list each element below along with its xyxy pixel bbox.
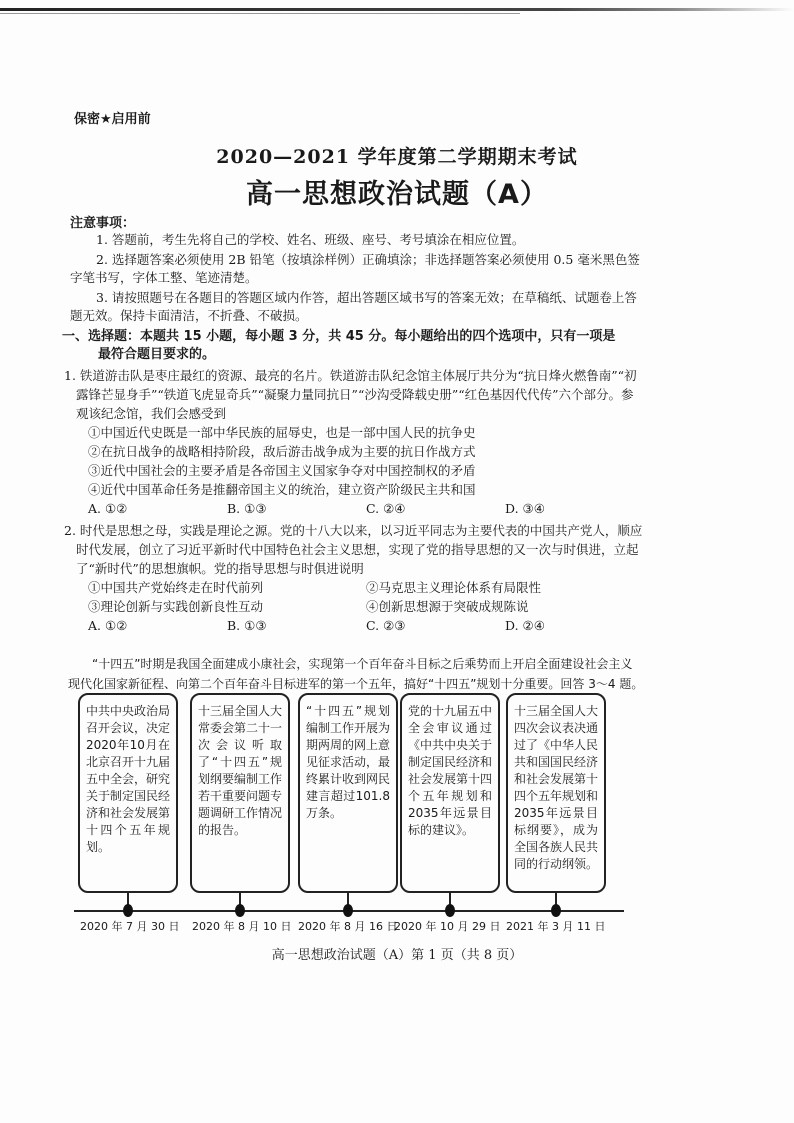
- timeline-date-2: 2020 年 8 月 10 日: [192, 920, 292, 933]
- timeline-dot: [235, 904, 245, 917]
- section-heading: [62, 328, 642, 364]
- timeline-box-5: 十三届全国人大四次会议表决通过了《中华人民共和国国民经济和社会发展第十四个五年规划和2035年远景目标纲要》，成为全国各族人民共同的行动纲领。: [506, 693, 606, 893]
- question-1-option-1: ①中国近代史既是一部中华民族的屈辱史，也是一部中国人民的抗争史: [88, 425, 476, 440]
- timeline-box-2: 十三届全国人大常委会第二十一次会议听取了“十四五”规划纲要编制工作若干重要问题专题调研工作情况的报告。: [190, 693, 290, 893]
- question-2-option-1: ①中国共产党始终走在时代前列: [88, 580, 264, 595]
- timeline-dot: [343, 904, 353, 917]
- choice-a: A. ①②: [88, 501, 128, 516]
- timeline-date-3: 2020 年 8 月 16 日: [298, 920, 398, 933]
- timeline-dot: [551, 904, 561, 917]
- question-2-options-row2: [64, 597, 644, 616]
- question-1-text: 1. 铁道游击队是枣庄最红的资源、最亮的名片。铁道游击队纪念馆主体展厅共分为“抗日烽火燃鲁南”“初露锋芒显身手”“铁道飞虎显奇兵”“凝聚力量同抗日”“沙沟受降载史册”“红色基因代代传”六个部分。参观该纪念馆，我们会感受到: [64, 368, 637, 421]
- choice-d: D. ③④: [505, 501, 545, 516]
- question-2-option-3: ③理论创新与实践创新良性互动: [88, 599, 264, 614]
- question-2-options-row1: [64, 578, 644, 597]
- timeline-date-4: 2020 年 10 月 29 日: [394, 920, 501, 933]
- timeline-box-1: 中共中央政治局召开会议，决定2020年10月在北京召开十九届五中全会，研究关于制定国民经济和社会发展第十四个五年规划。: [78, 693, 178, 893]
- choice-c: C. ②③: [366, 618, 406, 633]
- secret-label: 保密★启用前: [74, 112, 151, 127]
- question-2-text: 2. 时代是思想之母，实践是理论之源。党的十八大以来，以习近平同志为主要代表的中国共产党人，顺应时代发展，创立了习近平新时代中国特色社会主义思想，实现了党的指导思想的又一次与时俱进，立起了“新时代”的思想旗帜。党的指导思想与时俱进说明: [64, 523, 643, 576]
- exam-title: 2020—2021 学年度第二学期期末考试: [216, 146, 578, 168]
- notice-item-2: 2. 选择题答案必须使用 2B 铅笔（按填涂样例）正确填涂；非选择题答案必须使用 0.5 毫米黑色签字笔书写，字体工整、笔迹清楚。: [70, 252, 640, 285]
- section-heading-line1: 一、选择题：本题共 15 小题，每小题 3 分，共 45 分。每小题给出的四个选项中，只有一项是: [62, 329, 616, 344]
- notes-title: 注意事项：: [70, 216, 136, 231]
- timeline-box-4: 党的十九届五中全会审议通过《中共中央关于制定国民经济和社会发展第十四个五年规划和2035年远景目标的建议》。: [400, 693, 500, 893]
- page-footer: 高一思想政治试题（A）第 1 页（共 8 页）: [271, 948, 523, 963]
- question-1-option-4: ④近代中国革命任务是推翻帝国主义的统治，建立资产阶级民主共和国: [88, 482, 476, 497]
- timeline-dot: [445, 904, 455, 917]
- choice-b: B. ①③: [227, 501, 267, 516]
- timeline-dot: [123, 904, 133, 917]
- question-2-option-4: ④创新思想源于突破成规陈说: [366, 599, 529, 614]
- timeline-box-3: “十四五”规划编制工作开展为期两周的网上意见征求活动，最终累计收到网民建言超过101.8万条。: [298, 693, 398, 893]
- choice-b: B. ①③: [227, 618, 267, 633]
- question-1: [64, 366, 644, 518]
- timeline-date-5: 2021 年 3 月 11 日: [506, 920, 606, 933]
- question-1-choices: [64, 499, 644, 518]
- notice-item-1: 1. 答题前，考生先将自己的学校、姓名、班级、座号、考号填涂在相应位置。: [96, 232, 525, 247]
- question-2-choices: [64, 616, 644, 635]
- subject-title: 高一思想政治试题（A）: [246, 179, 548, 210]
- section-heading-line2: 最符合题目要求的。: [98, 347, 216, 362]
- choice-d: D. ②④: [505, 618, 545, 633]
- choice-c: C. ②④: [366, 501, 406, 516]
- choice-a: A. ①②: [88, 618, 128, 633]
- question-2: [64, 521, 644, 635]
- question-1-option-2: ②在抗日战争的战略相持阶段，敌后游击战争成为主要的抗日作战方式: [88, 444, 476, 459]
- timeline-date-1: 2020 年 7 月 30 日: [80, 920, 180, 933]
- material-text: “十四五”时期是我国全面建成小康社会，实现第一个百年奋斗目标之后乘势而上开启全面建设社会主义现代化国家新征程、向第二个百年奋斗目标进军的第一个五年，搞好“十四五”规划十分重要。回答 3～4 题。: [68, 657, 644, 691]
- notice-item-3: 3. 请按照题号在各题目的答题区域内作答，超出答题区域书写的答案无效；在草稿纸、试题卷上答题无效。保持卡面清洁，不折叠、不破损。: [70, 290, 637, 323]
- question-2-option-2: ②马克思主义理论体系有局限性: [366, 580, 542, 595]
- question-1-option-3: ③近代中国社会的主要矛盾是各帝国主义国家争夺对中国控制权的矛盾: [88, 463, 476, 478]
